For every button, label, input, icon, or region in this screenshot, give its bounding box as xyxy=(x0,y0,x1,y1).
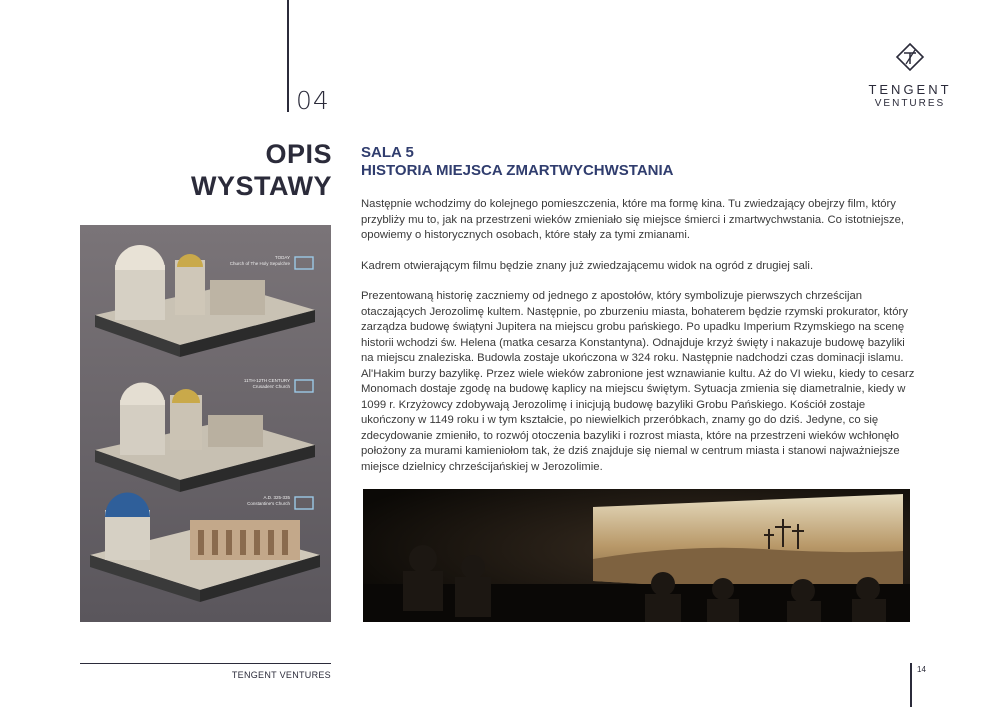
title-line-2: WYSTAWY xyxy=(191,171,332,201)
section-title: HISTORIA MIEJSCA ZMARTWYCHWSTANIA xyxy=(361,162,674,179)
paragraph-2: Kadrem otwierającym filmu będzie znany już zwiedzającemu widok na ogród z drugiej sali. xyxy=(361,259,814,272)
footer-divider-line xyxy=(80,663,331,664)
caption-middle-line-1: 11TH-12TH CENTURY xyxy=(243,378,290,383)
cinema-screening-image xyxy=(363,489,910,622)
page-number: 14 xyxy=(917,665,926,674)
body-text xyxy=(361,197,915,490)
diamond-logo-icon xyxy=(895,42,925,72)
footer-company-name: TENGENT VENTURES xyxy=(231,670,331,680)
page-title xyxy=(150,138,332,202)
section-kicker: SALA 5 xyxy=(361,144,414,161)
paragraph-3: Prezentowaną historię zaczniemy od jednego z apostołów, który symbolizuje pierwszych chrześcijan otaczających Jerozolimę kultem. Następnie, po zburzeniu miasta, bohaterem będzie rzymski prokurator, który zarządza budowę świątyni Jupitera na miejscu grobu pańskiego. Po upadku Imperium Rzymskiego na scenę historii wchodzi św. Helena (matka cesarza Konstantyna). Odnajduje krzyż święty i nakazuje budowę bazyliki na miejscu znaleziska. Budowla zostaje ukończona w 324 roku. Następnie nadchodzi czas dominacji islamu. Al'Hakim burzy bazylikę. Przez wiele wieków zabronione jest wznawianie kultu. Aż do VI wieku, kiedy to cesarz Monomach dostaje zgodę na budowę kaplicy na miejscu świętym. Sytuacja zmienia się diametralnie, kiedy w 1099 r. Krzyżowcy zdobywają Jerozolimę i inicjują budowę bazyliki Grobu Pańskiego. Kościół zostaje ukończony w 1149 roku i w tym kształcie, po niewielkich przeróbkach, znamy go do dziś. Jedyne, co się zdecydowanie zmieniło, to rozwój otoczenia bazyliki i rozrost miasta, które na przestrzeni wieków wchłonęło położony za murami kamieniołom tak, że dziś znajduje się niemal w centrum miasta i stanowi najważniejsze miejsce dzielnicy chrześcijańskiej w Jerozolimie. xyxy=(361,290,915,473)
caption-bottom-line-1: A.D. 325-335 xyxy=(263,495,290,500)
logo-line-2: VENTURES xyxy=(874,98,946,109)
title-line-1: OPIS xyxy=(265,139,332,169)
paragraph-1: Następnie wchodzimy do kolejnego pomieszczenia, które ma formę kina. Tu zwiedzający obejrzy film, który przybliży mu to, jak na przestrzeni wieków zmieniało się miejsce śmierci i zmartwychwstania. Co istotniejsze, opowiemy o historycznych osobach, które stały za tymi zmianami. xyxy=(361,198,905,241)
top-divider-line xyxy=(287,0,289,112)
footer-vertical-line xyxy=(910,663,912,707)
chapter-number: 04 xyxy=(296,86,330,115)
company-logo xyxy=(860,42,960,109)
caption-top-line-2: Church of The Holy Sepulchre xyxy=(229,261,290,266)
church-evolution-illustration xyxy=(80,225,331,622)
caption-top-line-1: TODAY xyxy=(274,255,290,260)
logo-line-1: TENGENT xyxy=(868,82,952,97)
caption-middle-line-2: Crusaders' Church xyxy=(252,384,290,389)
caption-bottom-line-2: Constantine's Church xyxy=(247,501,290,506)
